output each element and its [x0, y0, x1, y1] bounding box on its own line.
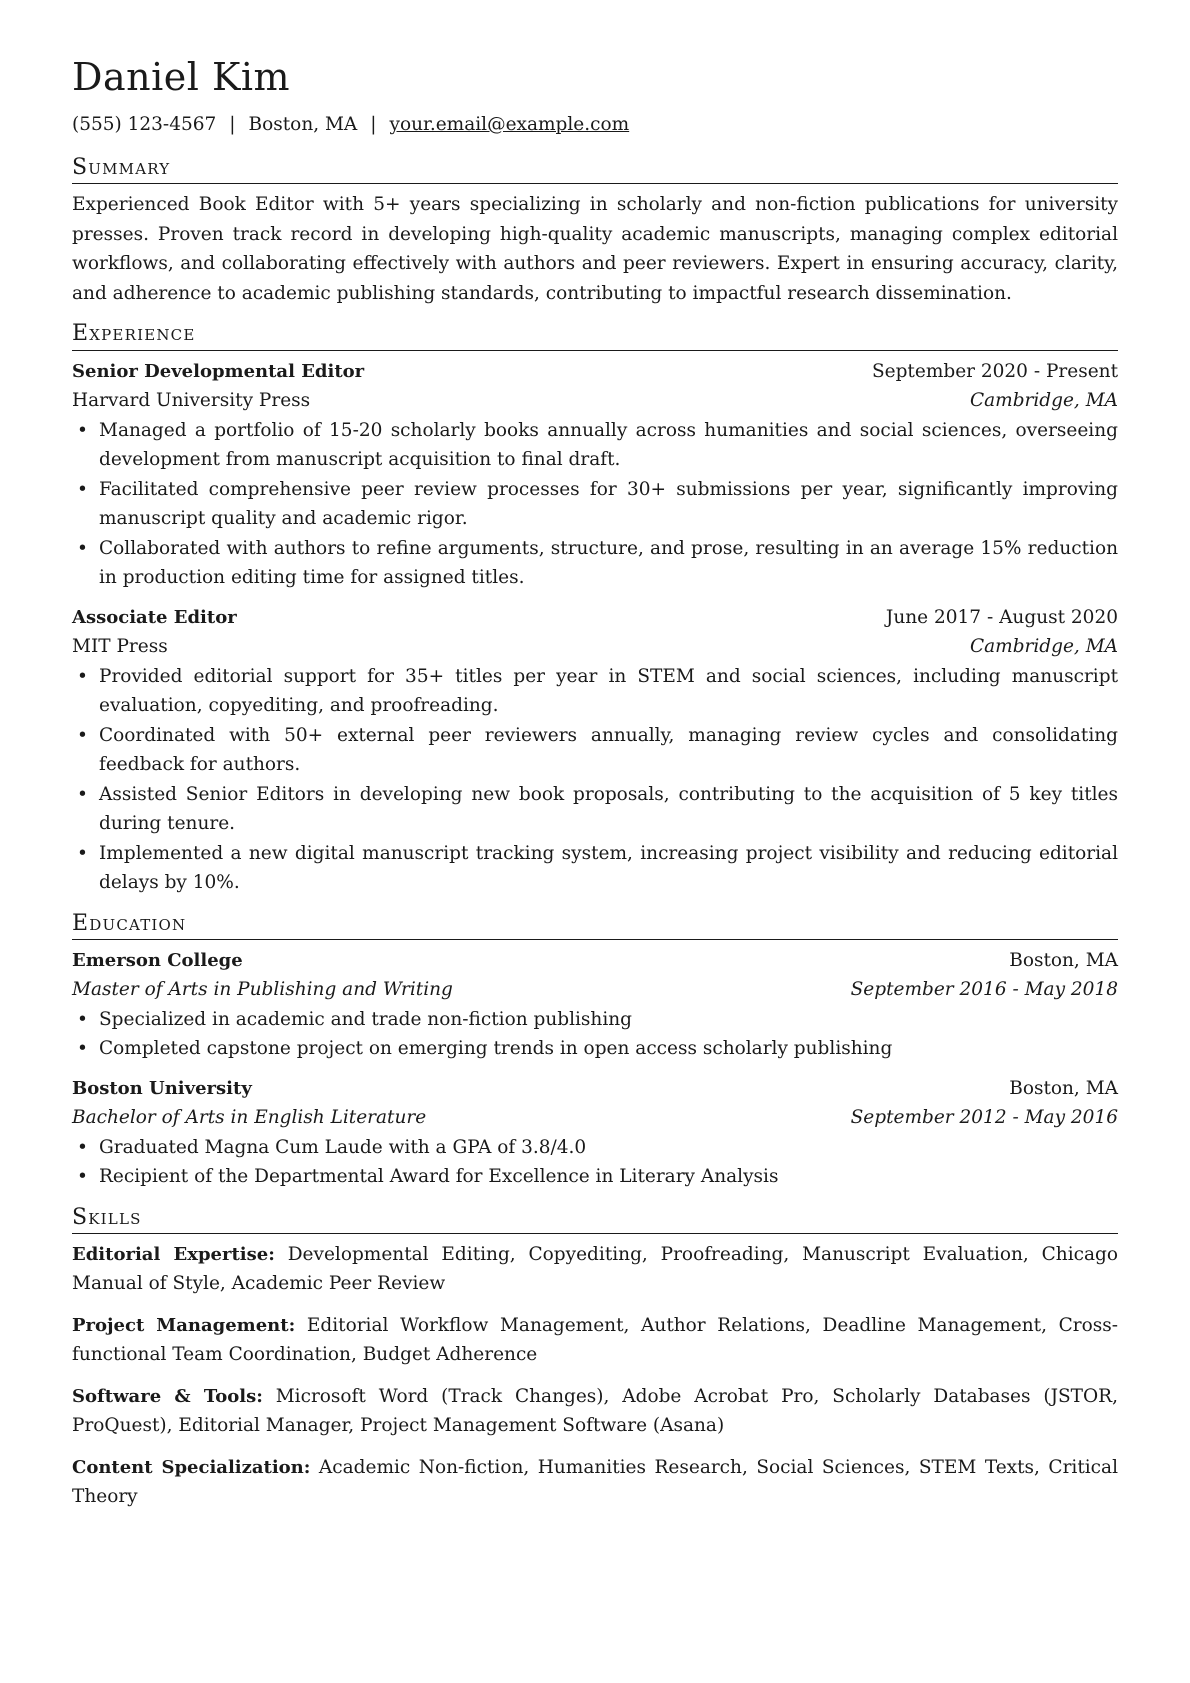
job-location: Cambridge, MA: [969, 636, 1118, 658]
job-title: Senior Developmental Editor: [72, 360, 365, 382]
education-bullets: [72, 1133, 1118, 1192]
phone-number: (555) 123-4567: [72, 114, 217, 135]
location: Boston, MA: [248, 114, 358, 135]
skills-section: [72, 1206, 1118, 1512]
bullet-icon: •: [77, 842, 88, 864]
bullet-item: • Specialized in academic and trade non-fiction publishing: [72, 1005, 1118, 1035]
bullet-icon: •: [77, 1166, 88, 1188]
skill-group: [72, 1240, 1118, 1299]
job-bullets: [72, 662, 1118, 898]
job-title: Associate Editor: [72, 606, 237, 628]
job-entry: [72, 603, 1118, 898]
skill-label: Content Specialization:: [72, 1456, 311, 1478]
bullet-item: • Graduated Magna Cum Laude with a GPA of 3.8/4.0: [72, 1133, 1118, 1163]
education-section: [72, 912, 1118, 1192]
school-name: Emerson College: [72, 949, 243, 971]
skill-list: Developmental Editing, Copyediting, Proofreading, Manuscript Evaluation, Chicago Manual of Style, Academic Peer Review: [72, 1243, 1118, 1295]
bullet-item: • Implemented a new digital manuscript tracking system, increasing project visibility and reducing editorial delays by 10%.: [72, 839, 1118, 898]
education-entry: [72, 1074, 1118, 1192]
contact-separator: |: [370, 114, 377, 135]
bullet-item: • Recipient of the Departmental Award for Excellence in Literary Analysis: [72, 1162, 1118, 1192]
education-entry: [72, 946, 1118, 1064]
company-name: MIT Press: [72, 636, 168, 658]
skill-list: Academic Non-fiction, Humanities Research, Social Sciences, STEM Texts, Critical Theory: [72, 1456, 1118, 1508]
job-location: Cambridge, MA: [969, 390, 1118, 412]
skill-label: Editorial Expertise:: [72, 1243, 275, 1265]
bullet-item: • Facilitated comprehensive peer review processes for 30+ submissions per year, significantly improving manuscript quality and academic rigor.: [72, 475, 1118, 534]
skill-label: Project Management:: [72, 1314, 296, 1336]
skill-list: Editorial Workflow Management, Author Relations, Deadline Management, Cross-functional Team Coordination, Budget Adherence: [72, 1314, 1118, 1366]
skill-group: [72, 1453, 1118, 1512]
experience-heading: Experience: [72, 322, 1118, 350]
school-name: Boston University: [72, 1077, 252, 1099]
bullet-item: • Provided editorial support for 35+ titles per year in STEM and social sciences, including manuscript evaluation, copyediting, and proofreading.: [72, 662, 1118, 721]
bullet-icon: •: [77, 724, 88, 746]
bullet-item: • Assisted Senior Editors in developing new book proposals, contributing to the acquisition of 5 key titles during tenure.: [72, 780, 1118, 839]
bullet-item: • Coordinated with 50+ external peer reviewers annually, managing review cycles and consolidating feedback for authors.: [72, 721, 1118, 780]
job-dates: September 2020 - Present: [871, 360, 1118, 382]
job-entry: [72, 357, 1118, 593]
school-location: Boston, MA: [1009, 949, 1118, 971]
job-dates: June 2017 - August 2020: [885, 606, 1118, 628]
bullet-icon: •: [77, 419, 88, 441]
summary-heading: Summary: [72, 156, 1118, 184]
degree-name: Master of Arts in Publishing and Writing: [72, 979, 453, 1001]
bullet-icon: •: [77, 1008, 88, 1030]
bullet-item: • Managed a portfolio of 15-20 scholarly books annually across humanities and social sciences, overseeing development from manuscript acquisition to final draft.: [72, 416, 1118, 475]
experience-section: [72, 322, 1118, 897]
skills-heading: Skills: [72, 1206, 1118, 1234]
education-heading: Education: [72, 912, 1118, 940]
degree-name: Bachelor of Arts in English Literature: [72, 1107, 427, 1129]
bullet-icon: •: [77, 1038, 88, 1060]
skill-group: [72, 1311, 1118, 1370]
bullet-item: • Completed capstone project on emerging trends in open access scholarly publishing: [72, 1034, 1118, 1064]
education-dates: September 2016 - May 2018: [850, 979, 1118, 1001]
bullet-icon: •: [77, 665, 88, 687]
summary-text: Experienced Book Editor with 5+ years specializing in scholarly and non-fiction publications for university presses. Proven track record in developing high-quality academic manuscripts, managing complex editorial workflows, and collaborating effectively with authors and peer reviewers. Expert in ensuring accuracy, clarity, and adherence to academic publishing standards, contributing to impactful research dissemination.: [72, 194, 1118, 304]
bullet-item: • Collaborated with authors to refine arguments, structure, and prose, resulting in an average 15% reduction in production editing time for assigned titles.: [72, 534, 1118, 593]
bullet-icon: •: [77, 783, 88, 805]
education-bullets: [72, 1005, 1118, 1064]
bullet-icon: •: [77, 1136, 88, 1158]
education-dates: September 2012 - May 2016: [850, 1107, 1118, 1129]
contact-separator: |: [229, 114, 236, 135]
company-name: Harvard University Press: [72, 390, 311, 412]
school-location: Boston, MA: [1009, 1077, 1118, 1099]
job-bullets: [72, 416, 1118, 593]
skill-label: Software & Tools:: [72, 1385, 263, 1407]
skill-list: Microsoft Word (Track Changes), Adobe Acrobat Pro, Scholarly Databases (JSTOR, ProQuest), Editorial Manager, Project Management Software (Asana): [72, 1385, 1118, 1437]
contact-line: [72, 114, 1118, 136]
bullet-icon: •: [77, 537, 88, 559]
bullet-icon: •: [77, 478, 88, 500]
skill-group: [72, 1382, 1118, 1441]
summary-section: [72, 156, 1118, 308]
email-link[interactable]: your.email@example.com: [389, 114, 630, 135]
candidate-name: Daniel Kim: [72, 55, 291, 99]
